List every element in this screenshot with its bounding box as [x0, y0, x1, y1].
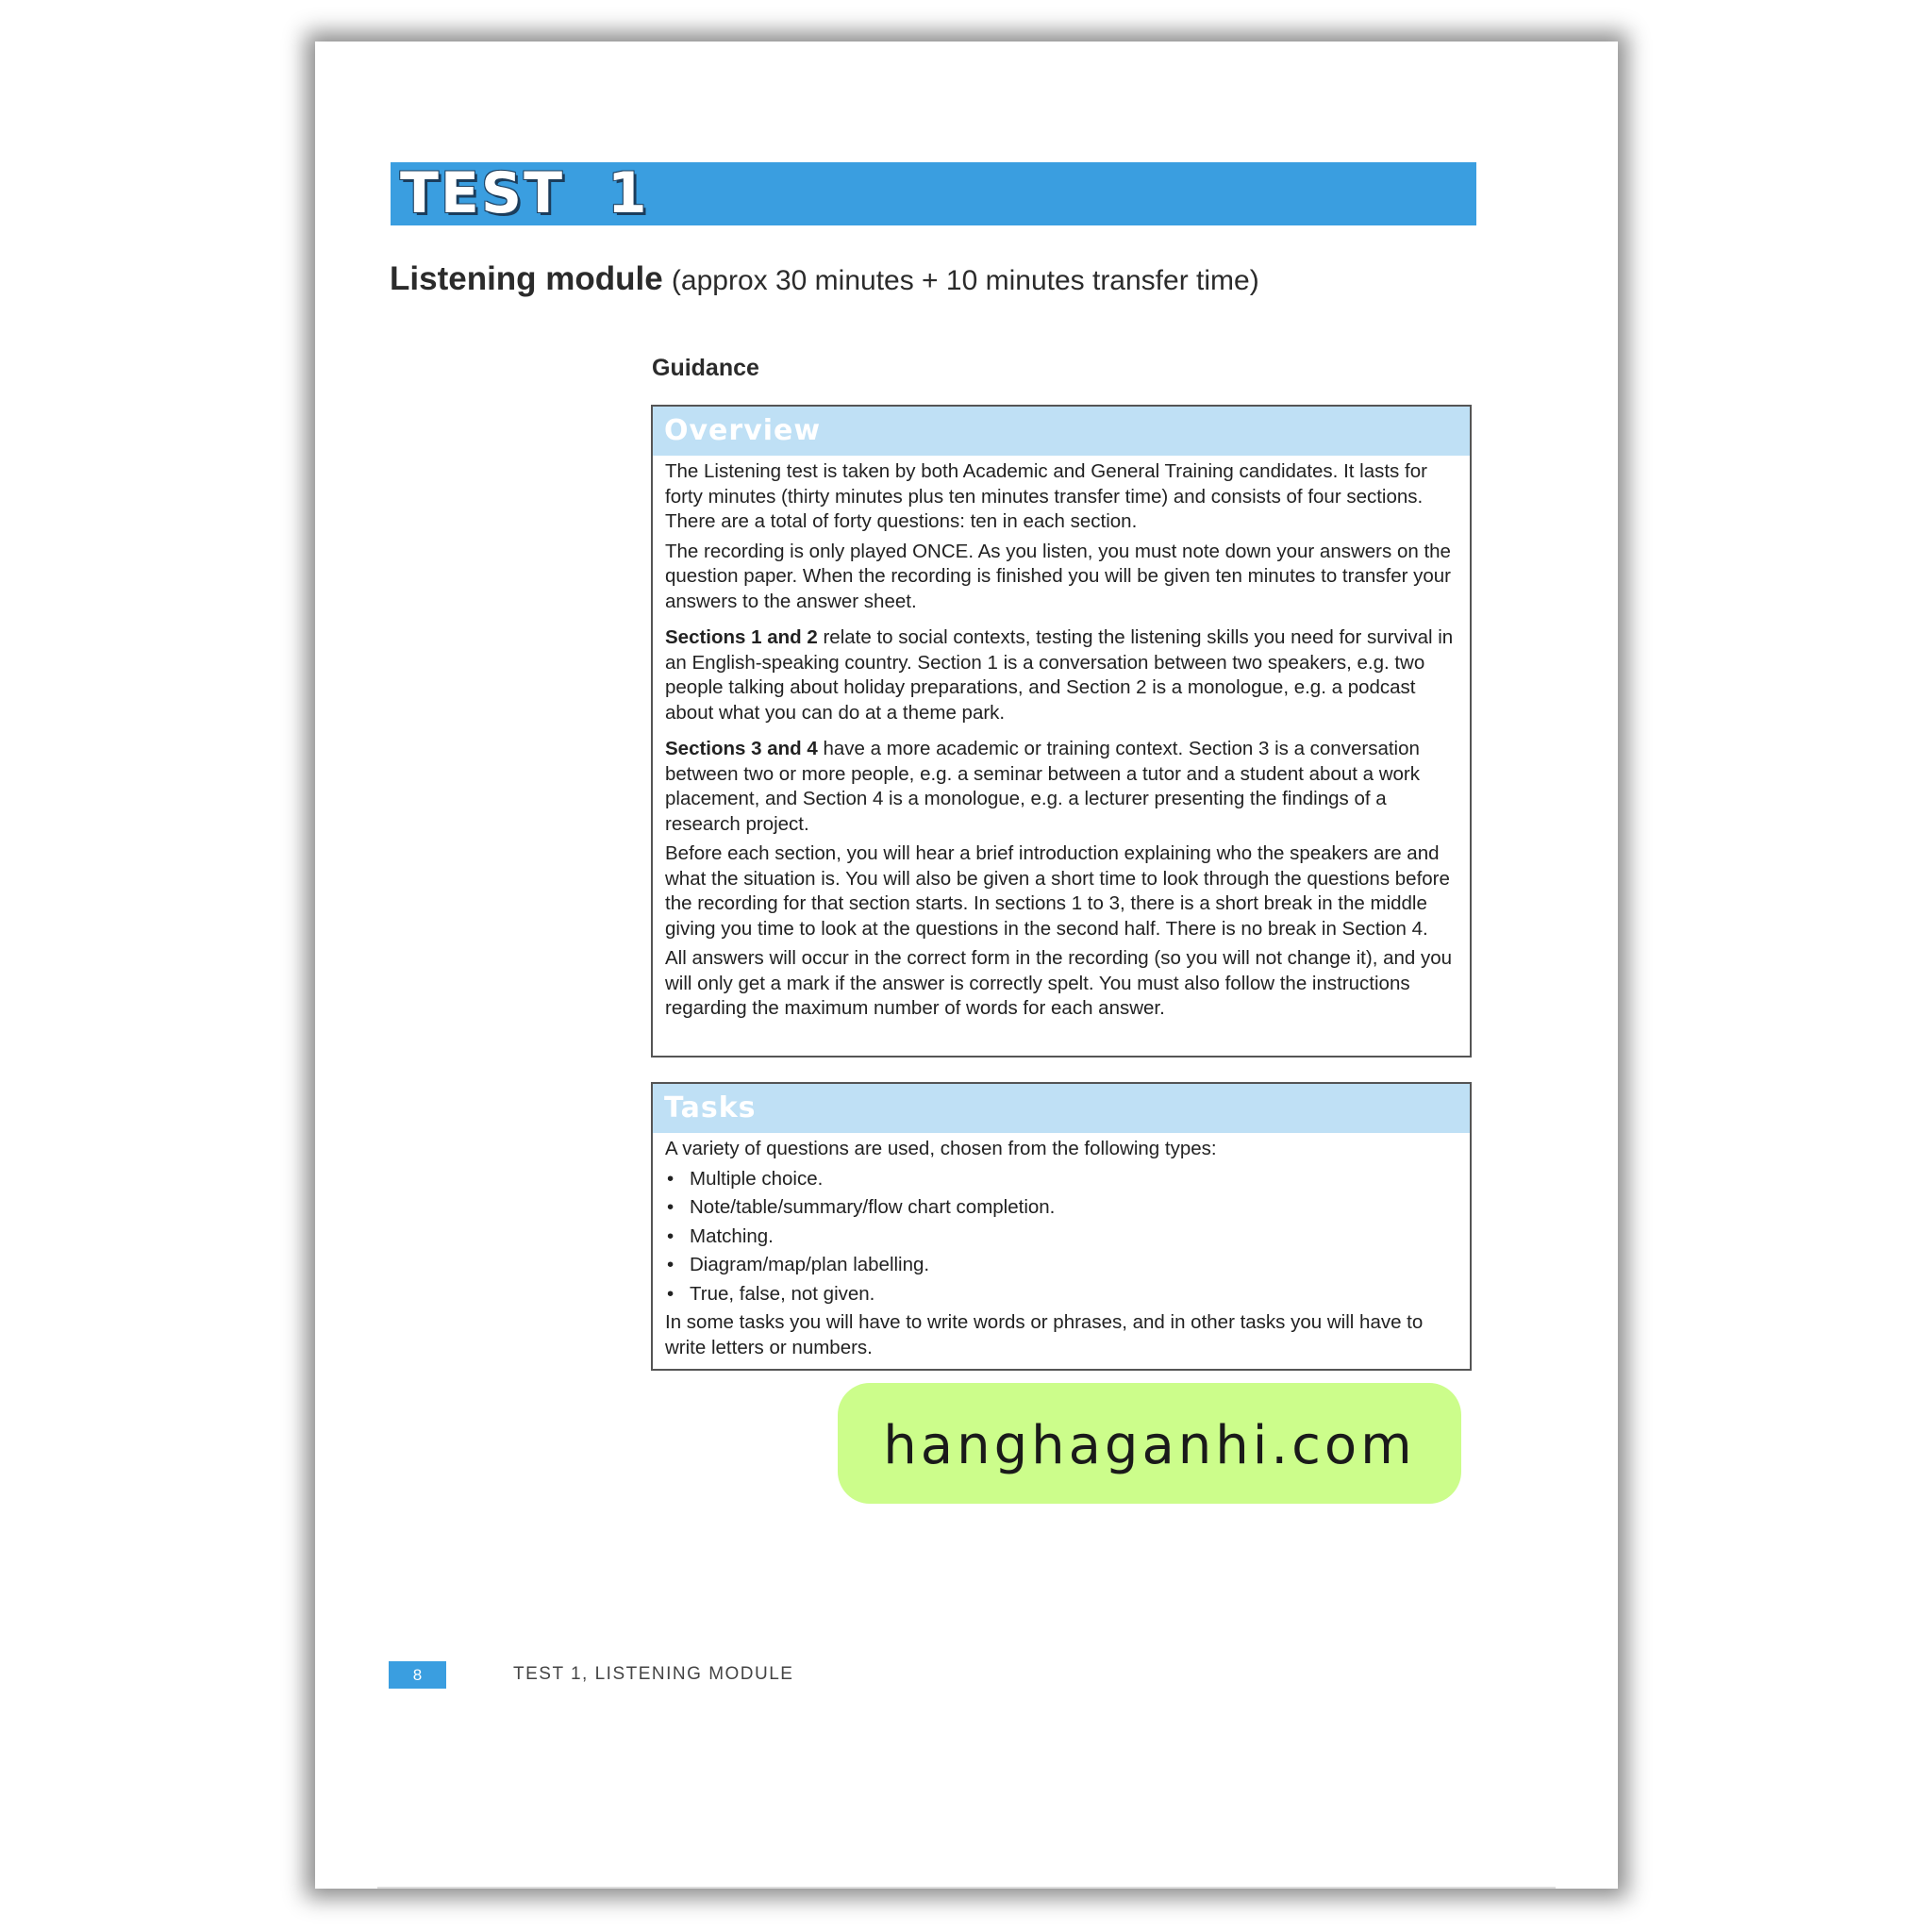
- overview-paragraph-3-bold: Sections 1 and 2: [665, 626, 818, 648]
- module-heading: [390, 260, 1503, 298]
- tasks-intro: A variety of questions are used, chosen from the following types:: [665, 1138, 1217, 1159]
- module-duration: (approx 30 minutes + 10 minutes transfer time): [671, 265, 1259, 296]
- tasks-title: Tasks: [664, 1091, 757, 1124]
- document-page: [315, 42, 1618, 1889]
- overview-paragraph-4-bold: Sections 3 and 4: [665, 738, 818, 759]
- overview-box: [651, 405, 1472, 1058]
- overview-paragraph-6: All answers will occur in the correct form in the recording (so you will not change it), and you will only get a mark if the answer is correctly spelt. You must also follow the instructions regarding the maximum number of words for each answer.: [665, 947, 1453, 1019]
- test-title: TEST 1: [400, 160, 649, 226]
- tasks-header: [653, 1084, 1470, 1133]
- tasks-body: [653, 1133, 1470, 1360]
- overview-header: [653, 407, 1470, 456]
- overview-paragraph-3: [665, 625, 1455, 725]
- task-type-item: • Multiple choice.: [665, 1167, 1455, 1192]
- overview-paragraph-2: The recording is only played ONCE. As you listen, you must note down your answers on the question paper. When the recording is finished you will be given ten minutes to transfer your answers to the answer sheet.: [665, 540, 1451, 612]
- page-edge-divider: [377, 1887, 1556, 1889]
- task-type-item: • Diagram/map/plan labelling.: [665, 1253, 1455, 1278]
- overview-paragraph-5: Before each section, you will hear a brief introduction explaining who the speakers are and what the situation is. You will also be given a short time to look through the questions before the recording for that section starts. In sections 1 to 3, there is a short break in the middle giving you time to look at the questions in the second half. There is no break in Section 4.: [665, 842, 1450, 940]
- test-title-banner: [391, 162, 1476, 225]
- overview-paragraph-4-text: have a more academic or training context. Section 3 is a conversation between two or more people, e.g. a seminar between a tutor and a student about a work placement, and Section 4 is a monologue, e.g. a lecturer presenting the findings of a research project.: [665, 738, 1420, 835]
- overview-paragraph-1: The Listening test is taken by both Academic and General Training candidates. It lasts for forty minutes (thirty minutes plus ten minutes transfer time) and consists of four sections. There are a total of forty questions: ten in each section.: [665, 460, 1427, 532]
- tasks-box: [651, 1082, 1472, 1371]
- guidance-heading: Guidance: [652, 355, 759, 381]
- running-footer: TEST 1, LISTENING MODULE: [513, 1664, 794, 1684]
- task-type-item: • Matching.: [665, 1224, 1455, 1250]
- overview-paragraph-4: [665, 737, 1455, 837]
- module-title: Listening module: [390, 260, 663, 297]
- task-type-list: [665, 1167, 1455, 1307]
- page-number: 8: [389, 1661, 446, 1689]
- overview-title: Overview: [664, 414, 822, 447]
- overview-body: [653, 456, 1470, 1022]
- watermark-badge: [838, 1383, 1461, 1504]
- overview-paragraph-3-text: relate to social contexts, testing the listening skills you need for survival in an English-speaking country. Section 1 is a conversation between two speakers, e.g. two people talking about holiday preparations, and Section 2 is a monologue, e.g. a podcast about what you can do at a theme park.: [665, 626, 1454, 724]
- tasks-outro: In some tasks you will have to write words or phrases, and in other tasks you will have to write letters or numbers.: [665, 1311, 1424, 1358]
- task-type-item: • True, false, not given.: [665, 1282, 1455, 1307]
- task-type-item: • Note/table/summary/flow chart completion.: [665, 1195, 1455, 1221]
- watermark-text: hanghaganhi.com: [883, 1415, 1416, 1476]
